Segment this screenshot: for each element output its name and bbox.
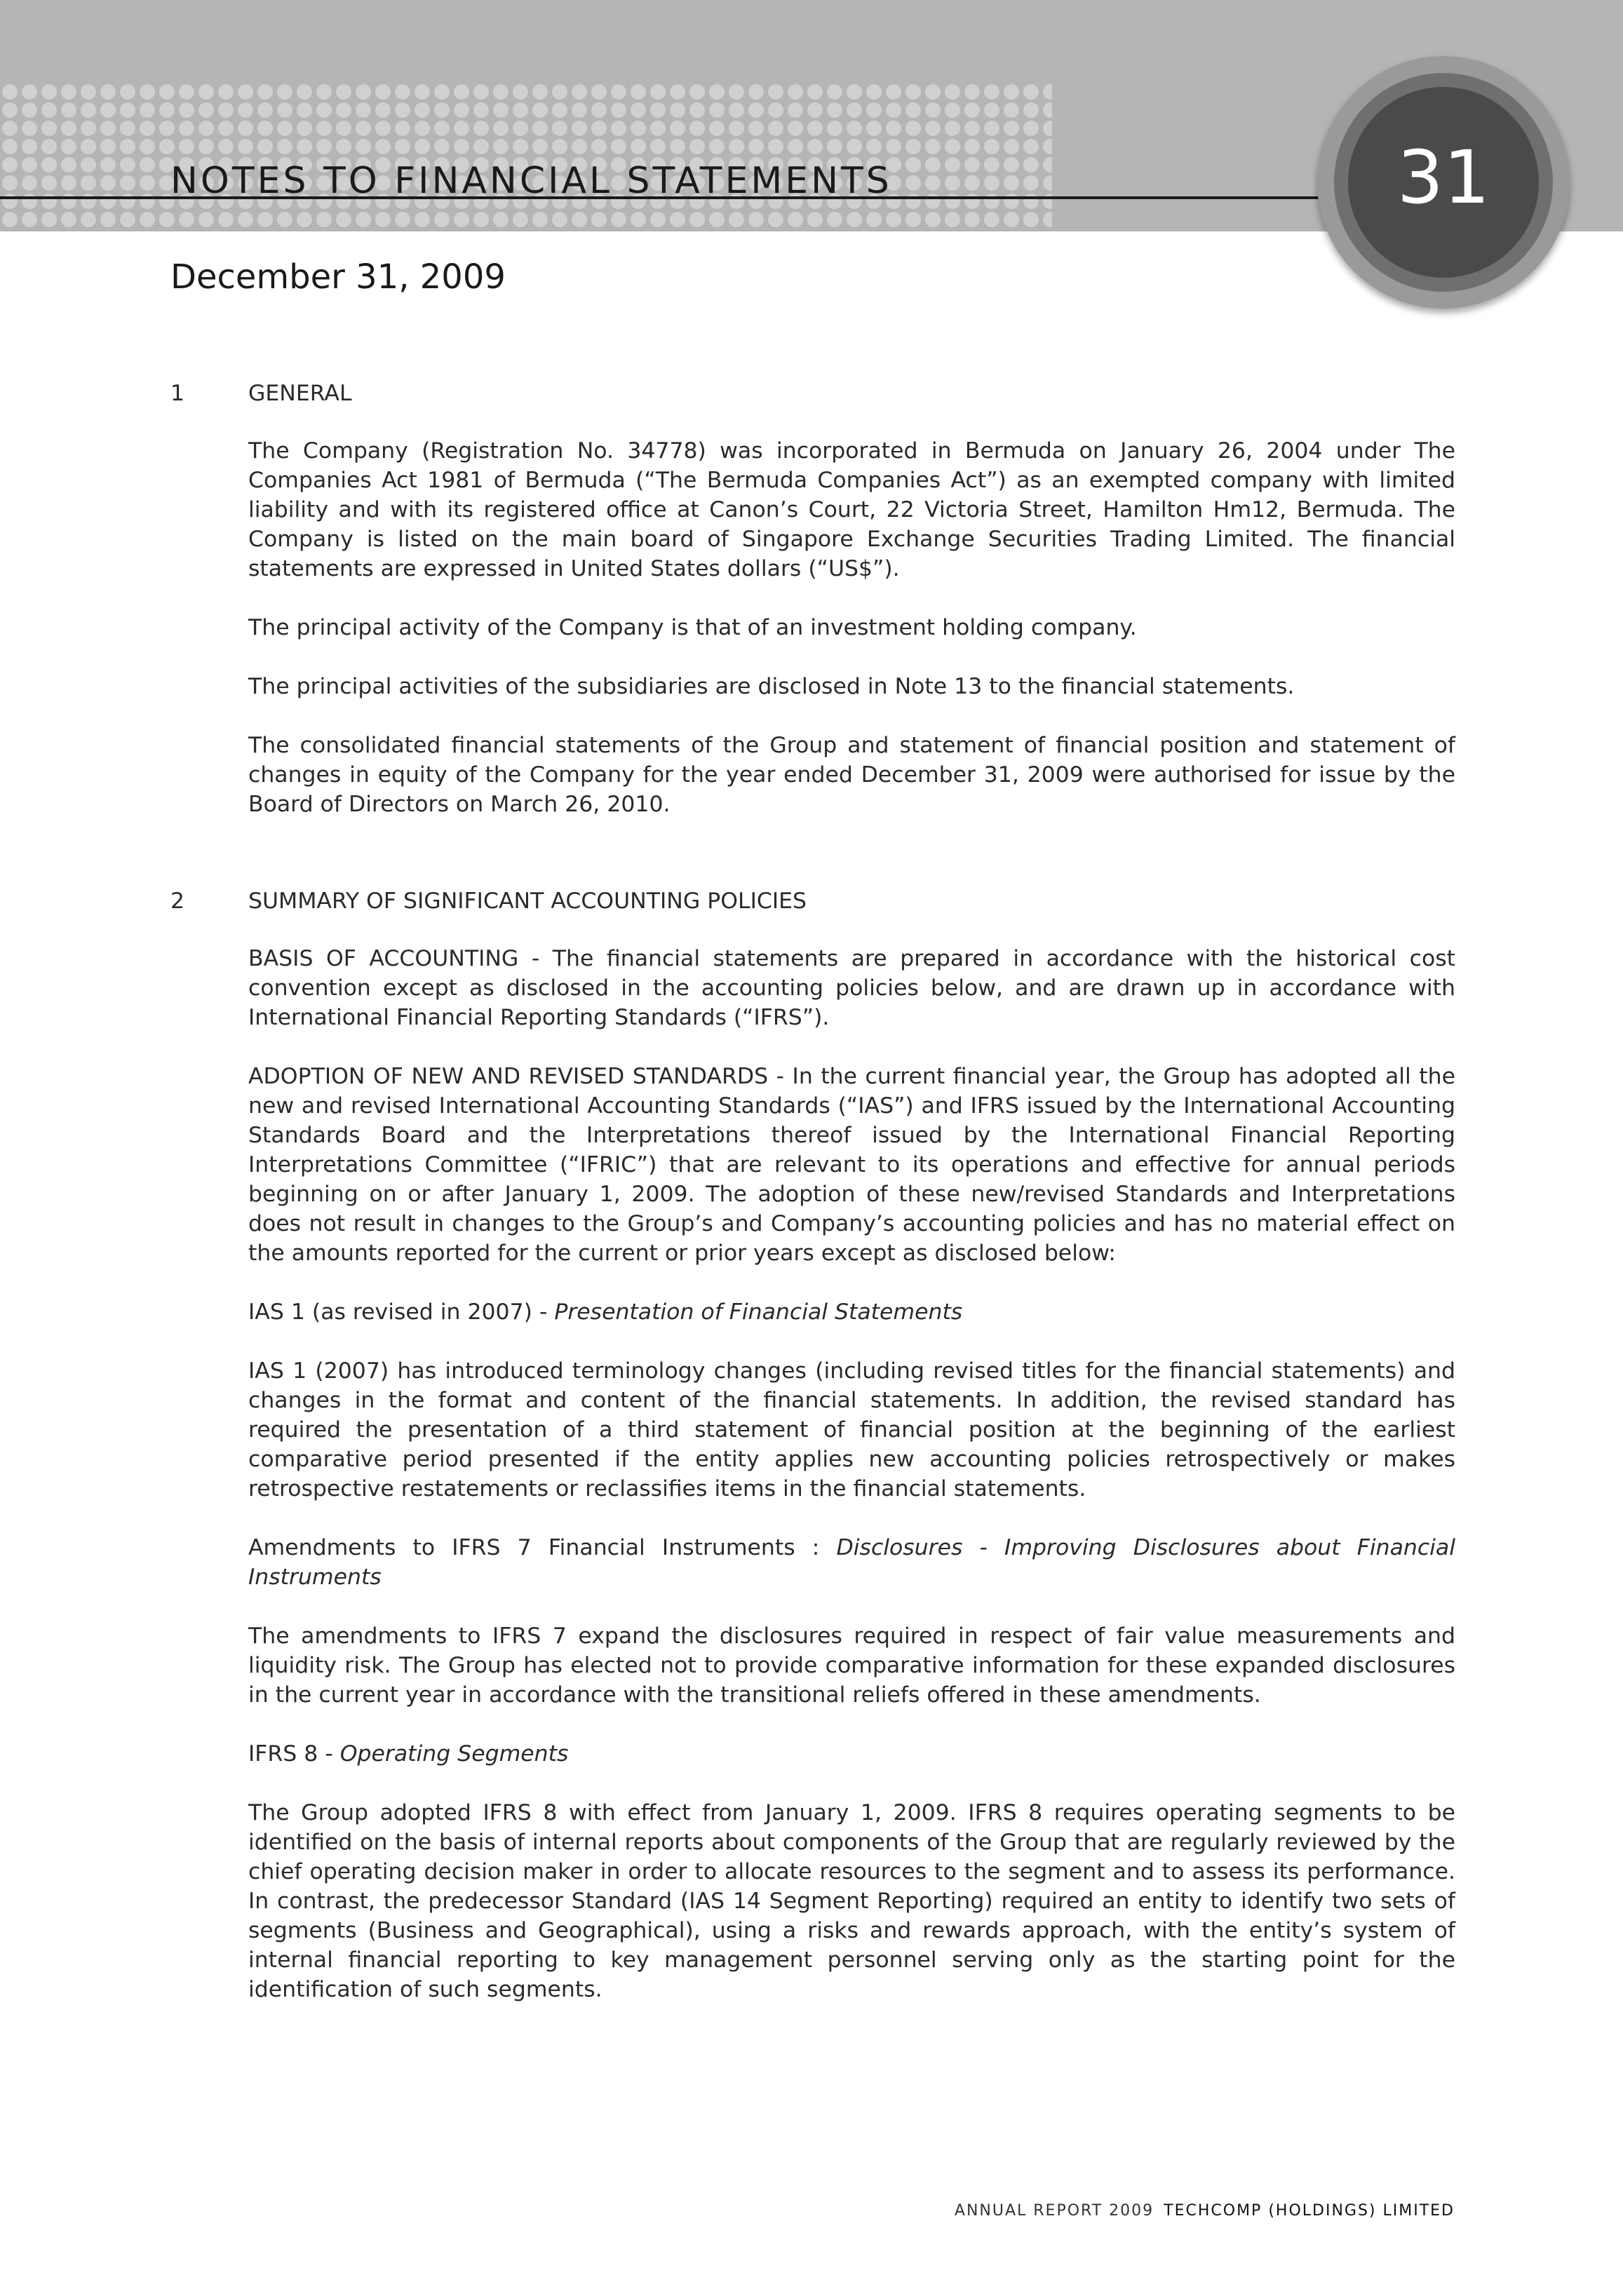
section-general [170,379,1455,819]
footer-report: ANNUAL REPORT 2009 [954,2202,1154,2220]
subsection-title-italic: Operating Segments [339,1741,569,1767]
section-title: SUMMARY OF SIGNIFICANT ACCOUNTING POLICIES [248,889,807,914]
subsection-title-plain: IFRS 8 - [248,1741,340,1767]
statement-date: December 31, 2009 [170,257,506,297]
paragraph: ADOPTION OF NEW AND REVISED STANDARDS - In the current financial year, the Group has adopted all the new and revised International Accounting Standards (“IAS”) and IFRS issued by the International Accounting Standards Board and the Interpretations thereof issued by the International Financial Reporting Interpretations Committee (“IFRIC”) that are relevant to its operations and effective for annual periods beginning on or after January 1, 2009. The adoption of these new/revised Standards and Interpretations does not result in changes to the Group’s and Company’s accounting policies and has no material effect on the amounts reported for the current or prior years except as disclosed below: [248,1064,1455,1266]
subsection-title [248,1297,1455,1327]
paragraph: BASIS OF ACCOUNTING - The financial statements are prepared in accordance with the historical cost convention except as disclosed in the accounting policies below, and are drawn up in accordance with International Financial Reporting Standards (“IFRS”). [248,946,1455,1030]
section-accounting-policies [170,886,1455,2004]
section-title: GENERAL [248,381,352,406]
paragraph: The Company (Registration No. 34778) was incorporated in Bermuda on January 26, 2004 under The Companies Act 1981 of Bermuda (“The Bermuda Companies Act”) as an exempted company with limited liability and with its registered office at Canon’s Court, 22 Victoria Street, Hamilton Hm12, Bermuda. The Company is listed on the main board of Singapore Exchange Securities Trading Limited. The financial statements are expressed in United States dollars (“US$”). [248,438,1455,581]
subsection-title-italic: Disclosures - Improving Disclosures about Financial Instruments [248,1535,1455,1590]
paragraph: The consolidated financial statements of the Group and statement of financial position and statement of changes in equity of the Company for the year ended December 31, 2009 were authorised for issue by the Board of Directors on March 26, 2010. [248,733,1455,817]
page-number-badge [1317,56,1570,309]
section-number: 1 [170,381,185,406]
page-title: NOTES TO FINANCIAL STATEMENTS [170,160,892,202]
paragraph: The amendments to IFRS 7 expand the disclosures required in respect of fair value measurements and liquidity risk. The Group has elected not to provide comparative information for these expanded disclosures in the current year in accordance with the transitional reliefs offered in these amendments. [248,1623,1455,1708]
badge-ring [1334,73,1553,292]
paragraph: The Group adopted IFRS 8 with effect from January 1, 2009. IFRS 8 requires operating segments to be identified on the basis of internal reports about components of the Group that are regularly reviewed by the chief operating decision maker in order to allocate resources to the segment and to assess its performance. In contrast, the predecessor Standard (IAS 14 Segment Reporting) required an entity to identify two sets of segments (Business and Geographical), using a risks and rewards approach, with the entity’s system of internal financial reporting to key management personnel serving only as the starting point for the identification of such segments. [248,1800,1455,2002]
section-heading [170,379,1455,408]
subsection-title-italic: Presentation of Financial Statements [554,1299,963,1325]
section-number: 2 [170,889,185,914]
footer-company: TECHCOMP (HOLDINGS) LIMITED [1164,2202,1455,2220]
section-body [248,944,1455,2004]
section-heading [170,886,1455,916]
subsection-title-plain: IAS 1 (as revised in 2007) - [248,1299,555,1325]
badge-inner [1348,87,1539,278]
dot-pattern [0,83,1052,230]
subsection-title [248,1739,1455,1769]
section-body [248,436,1455,819]
notes-content [170,379,1455,2072]
subsection-title [248,1533,1455,1592]
page-number: 31 [1396,135,1490,220]
paragraph: IAS 1 (2007) has introduced terminology changes (including revised titles for the financial statements) and changes in the format and content of the financial statements. In addition, the revised standard has required the presentation of a third statement of financial position at the beginning of the earliest comparative period presented if the entity applies new accounting policies retrospectively or makes retrospective restatements or reclassifies items in the financial statements. [248,1358,1455,1501]
page-footer [955,2202,1455,2220]
paragraph: The principal activities of the subsidiaries are disclosed in Note 13 to the financial statements. [248,674,1295,699]
paragraph: The principal activity of the Company is that of an investment holding company. [248,615,1137,640]
subsection-title-plain: Amendments to IFRS 7 Financial Instruments : [248,1535,837,1560]
